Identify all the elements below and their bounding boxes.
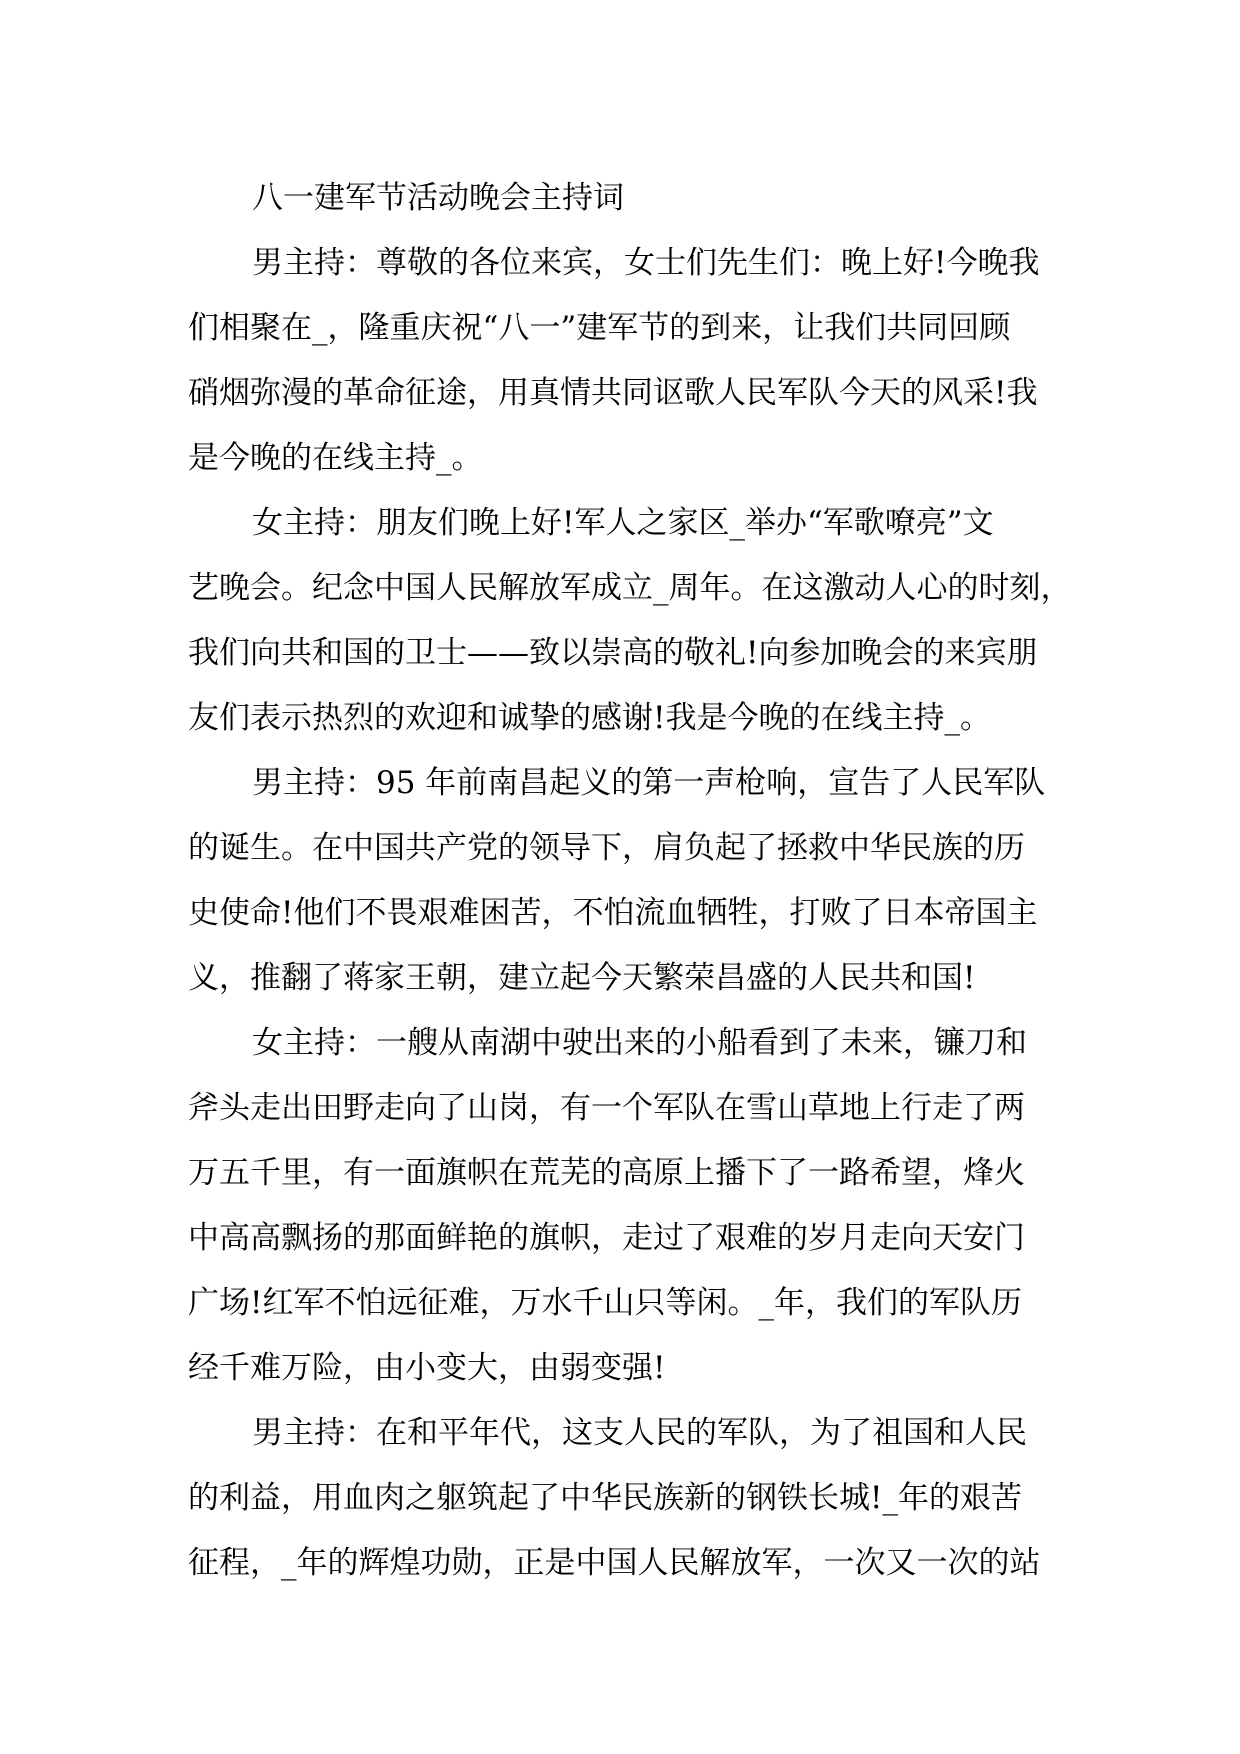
text-line: 征程，_年的辉煌功勋，正是中国人民解放军，一次又一次的站	[188, 1545, 1041, 1581]
text-line: 中高高飘扬的那面鲜艳的旗帜，走过了艰难的岁月走向天安门	[188, 1220, 1025, 1256]
text-line: 是今晚的在线主持_。	[188, 440, 483, 476]
text-line: 史使命!他们不畏艰难困苦，不怕流血牺牲，打败了日本帝国主	[188, 895, 1038, 931]
text-line: 女主持：朋友们晚上好!军人之家区_举办“军歌嘹亮”文	[252, 505, 994, 541]
document-body	[188, 166, 1072, 1596]
paragraph-male-host-peacetime	[188, 1401, 1054, 1596]
text-line: 义，推翻了蒋家王朝，建立起今天繁荣昌盛的人民共和国!	[188, 960, 976, 996]
text-line: 经千难万险，由小变大，由弱变强!	[188, 1350, 666, 1386]
text-line: 男主持：在和平年代，这支人民的军队，为了祖国和人民	[252, 1415, 1027, 1451]
text-line: 女主持：一艘从南湖中驶出来的小船看到了未来，镰刀和	[252, 1025, 1027, 1061]
text-line: 的利益，用血肉之躯筑起了中华民族新的钢铁长城!_年的艰苦	[188, 1480, 1022, 1516]
text-line: 万五千里，有一面旗帜在荒芜的高原上播下了一路希望，烽火	[188, 1155, 1025, 1191]
text-line: 友们表示热烈的欢迎和诚挚的感谢!我是今晚的在线主持_。	[188, 700, 991, 736]
text-line: 艺晚会。纪念中国人民解放军成立_周年。在这激动人心的时刻，	[188, 570, 1072, 606]
text-line: 斧头走出田野走向了山岗，有一个军队在雪山草地上行走了两	[188, 1090, 1025, 1126]
paragraph-female-host-history	[188, 1011, 1054, 1401]
text-line: 广场!红军不怕远征难，万水千山只等闲。_年，我们的军队历	[188, 1285, 1022, 1321]
paragraph-male-host-history	[188, 751, 1054, 1011]
text-line: 男主持：95 年前南昌起义的第一声枪响，宣告了人民军队	[252, 765, 1046, 801]
text-line: 硝烟弥漫的革命征途，用真情共同讴歌人民军队今天的风采!我	[188, 375, 1038, 411]
text-line: 我们向共和国的卫士——致以崇高的敬礼!向参加晚会的来宾朋	[188, 635, 1038, 671]
text-line: 的诞生。在中国共产党的领导下，肩负起了拯救中华民族的历	[188, 830, 1025, 866]
paragraph-female-host-opening	[188, 491, 1072, 751]
paragraph-male-host-opening	[188, 231, 1054, 491]
text-line: 们相聚在_，隆重庆祝“八一”建军节的到来，让我们共同回顾	[188, 310, 1011, 346]
text-line: 男主持：尊敬的各位来宾，女士们先生们：晚上好!今晚我	[252, 245, 1040, 281]
document-title: 八一建军节活动晚会主持词	[252, 180, 624, 216]
